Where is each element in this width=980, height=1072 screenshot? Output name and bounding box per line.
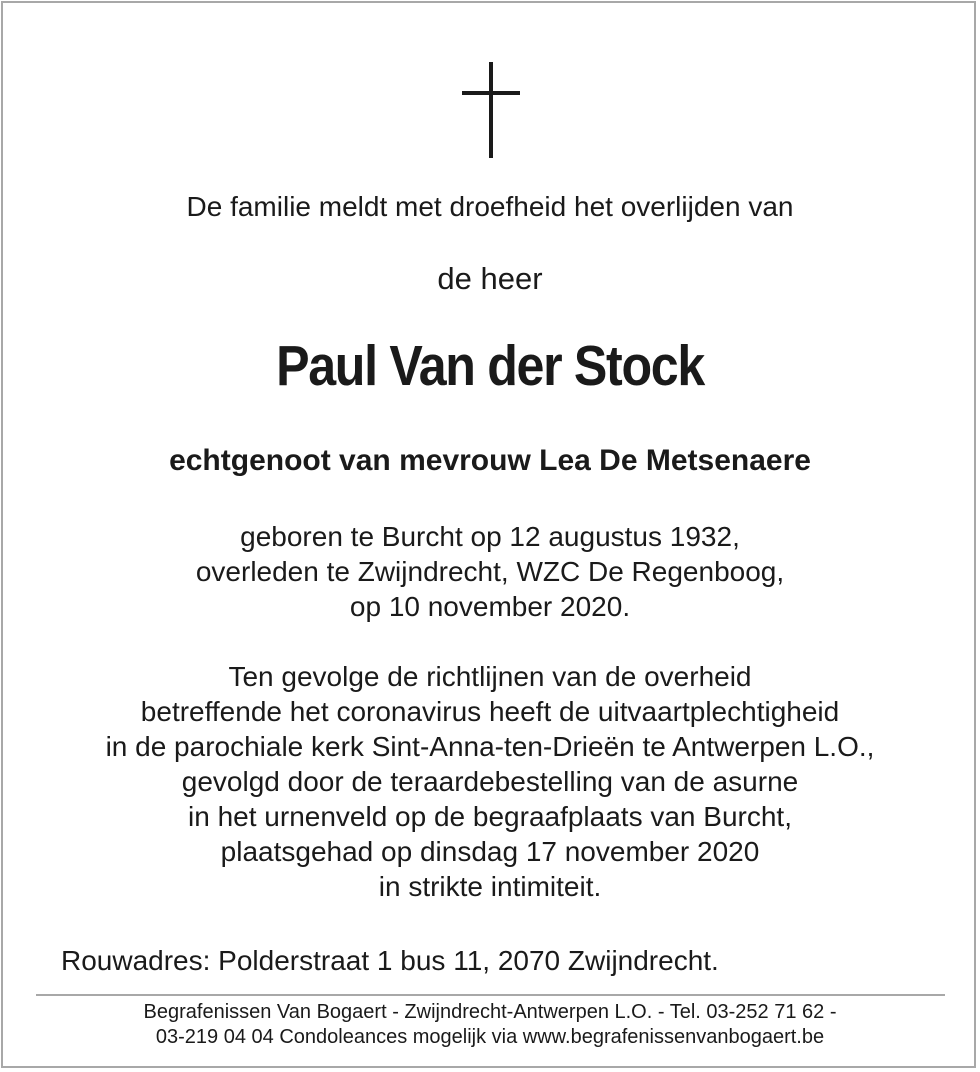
footer-line: Begrafenissen Van Bogaert - Zwijndrecht-Antwerpen L.O. - Tel. 03-252 71 62 - (143, 1001, 837, 1023)
ceremony-line: in strikte intimiteit. (378, 871, 602, 902)
ceremony-line: plaatsgehad op dinsdag 17 november 2020 (220, 836, 760, 867)
ceremony-line: gevolgd door de teraardebestelling van de asurne (181, 766, 799, 797)
footer-divider (36, 994, 945, 996)
funeral-home-footer (0, 1000, 980, 1050)
ceremony-line: in het urnenveld op de begraafplaats van Burcht, (188, 801, 792, 832)
spouse-line: echtgenoot van mevrouw Lea De Metsenaere (169, 444, 811, 477)
ceremony-line: Ten gevolge de richtlijnen van de overheid (228, 661, 752, 692)
birth-line: geboren te Burcht op 12 augustus 1932, (240, 521, 740, 552)
death-place-line: overleden te Zwijndrecht, WZC De Regenboog, (195, 556, 785, 587)
deceased-name: Paul Van der Stock (276, 334, 704, 398)
death-date-line: op 10 november 2020. (349, 591, 631, 622)
announcement-intro: De familie meldt met droefheid het overlijden van (186, 191, 794, 222)
honorific: de heer (437, 261, 543, 296)
cross-icon (462, 62, 520, 158)
ceremony-line: in de parochiale kerk Sint-Anna-ten-Drieën te Antwerpen L.O., (105, 731, 875, 762)
ceremony-details (0, 659, 980, 904)
mourning-address: Rouwadres: Polderstraat 1 bus 11, 2070 Zwijndrecht. (61, 945, 719, 976)
footer-line: 03-219 04 04 Condoleances mogelijk via www.begrafenissenvanbogaert.be (155, 1026, 825, 1048)
ceremony-line: betreffende het coronavirus heeft de uitvaartplechtigheid (140, 696, 840, 727)
birth-death-details (0, 519, 980, 624)
